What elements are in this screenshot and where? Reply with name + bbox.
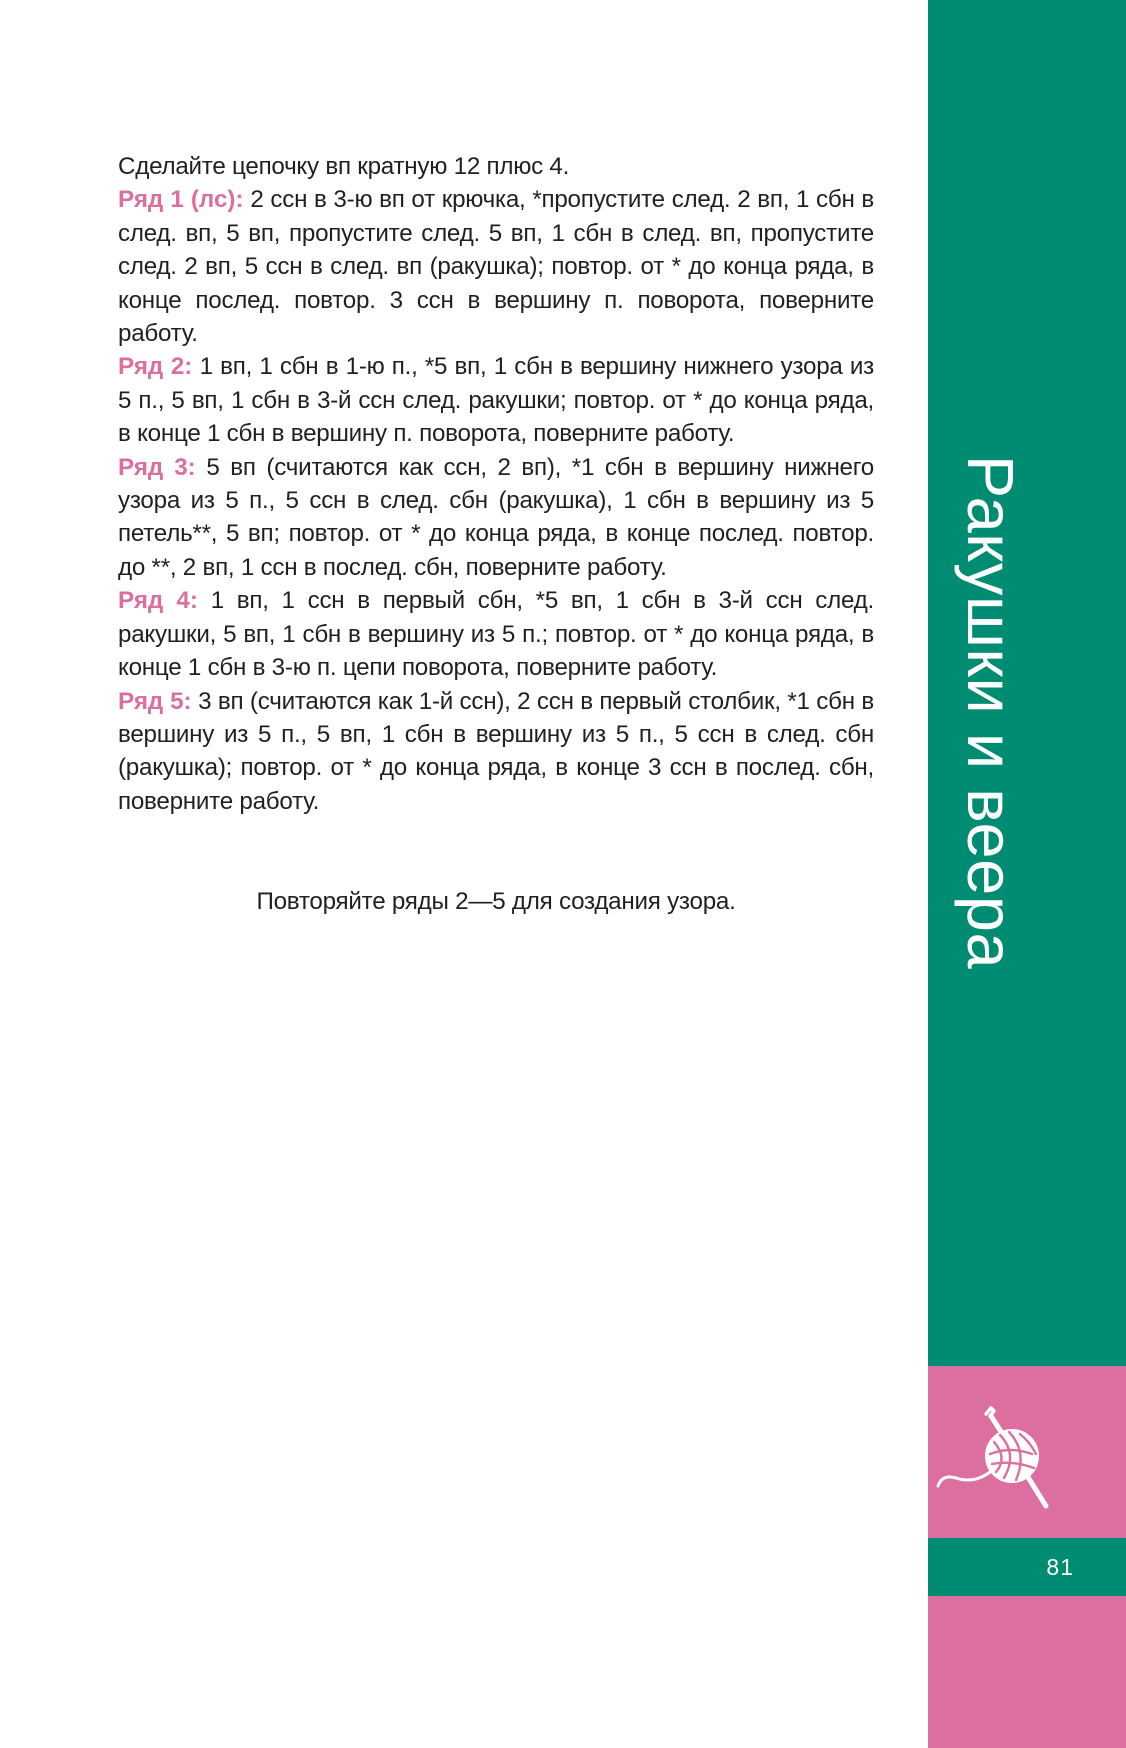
row-5-text: 3 вп (считаются как 1-й ссн), 2 ссн в первый столбик, *1 сбн в вершину из 5 п., 5 вп, 1 сбн в вершину из 5 п., 5 ссн в след. сбн (ракушка); повтор. от * до конца ряда, в конце 3 ссн в послед. сбн, поверните работу. [118, 687, 874, 815]
row-2-text: 1 вп, 1 сбн в 1-ю п., *5 вп, 1 сбн в вершину нижнего узора из 5 п., 5 вп, 1 сбн в 3-й ссн след. ракушки; повтор. от * до конца ряда, в конце 1 сбн в вершину п. поворота, поверните работу. [118, 353, 874, 448]
row-5-label: Ряд 5: [118, 687, 192, 715]
row-3-paragraph [118, 451, 874, 585]
row-4-label: Ряд 4: [118, 587, 198, 615]
section-title: Ракушки и веера [954, 454, 1027, 970]
row-2-paragraph [118, 350, 874, 450]
row-3-text: 5 вп (считаются как ссн, 2 вп), *1 сбн в вершину нижнего узора из 5 п., 5 ссн в след. сбн (ракушка), 1 сбн в вершину из 5 петель**, 5 вп; повтор. от * до конца ряда, в конце послед. повтор. до **, 2 вп, 1 ссн в послед. сбн, поверните работу. [118, 453, 874, 581]
row-1-text: 2 ссн в 3-ю вп от крючка, *пропустите след. 2 вп, 1 сбн в след. вп, 5 вп, пропустите след. 5 вп, 1 сбн в след. вп, пропустите след. 2 вп, 5 ссн в след. вп (ракушка); повтор. от * до конца ряда, в конце послед. повтор. 3 ссн в вершину п. поворота, поверните работу. [118, 186, 874, 348]
yarn-ball-crochet-hook-icon [934, 1402, 1056, 1516]
row-1-label: Ряд 1 (лс): [118, 186, 244, 214]
instructions-body [118, 150, 874, 818]
row-3-label: Ряд 3: [118, 453, 196, 481]
row-4-paragraph [118, 584, 874, 684]
repeat-note: Повторяйте ряды 2—5 для создания узора. [256, 888, 736, 915]
row-1-paragraph [118, 183, 874, 350]
sidebar-bottom-band [928, 1596, 1126, 1748]
row-5-paragraph [118, 685, 874, 819]
intro-line: Сделайте цепочку вп кратную 12 плюс 4. [118, 153, 570, 180]
row-2-label: Ряд 2: [118, 353, 193, 381]
row-4-text: 1 вп, 1 ссн в первый сбн, *5 вп, 1 сбн в 3-й ссн след. ракушки, 5 вп, 1 сбн в вершину из 5 п.; повтор. от * до конца ряда, в конце 1 сбн в 3-ю п. цепи поворота, поверните работу. [118, 587, 874, 682]
page-number: 81 [1046, 1554, 1074, 1580]
